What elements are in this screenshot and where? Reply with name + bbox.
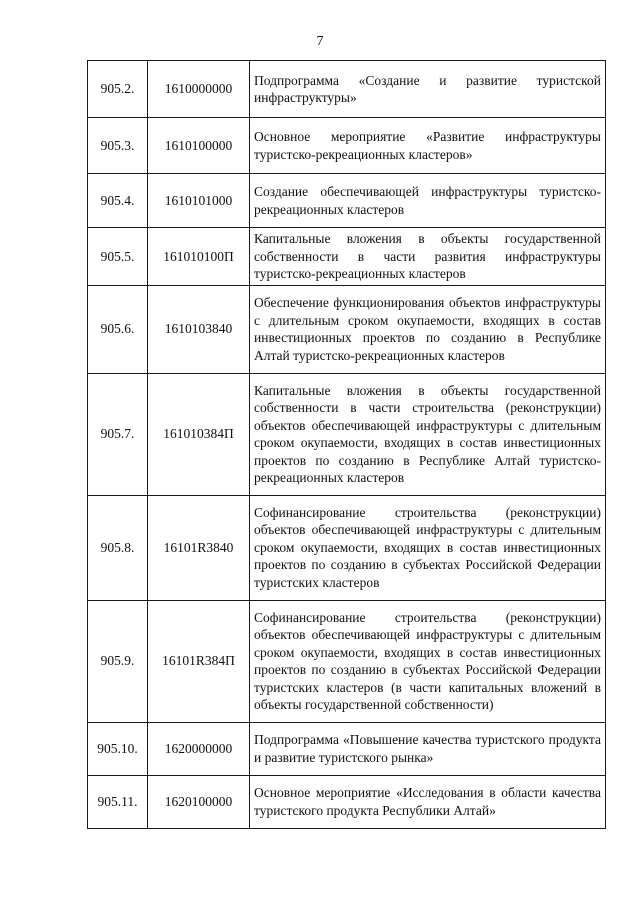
row-code: 1610000000 xyxy=(148,61,250,118)
table-row xyxy=(88,722,606,775)
row-description: Подпрограмма «Повышение качества туристского продукта и развитие туристского рынка» xyxy=(250,722,606,775)
row-code: 161010384П xyxy=(148,373,250,495)
row-description: Основное мероприятие «Развитие инфраструктуры туристско-рекреационных кластеров» xyxy=(250,118,606,174)
table-row xyxy=(88,775,606,828)
row-number: 905.11. xyxy=(88,775,148,828)
table-row xyxy=(88,285,606,373)
row-code: 1620000000 xyxy=(148,722,250,775)
row-code: 1610101000 xyxy=(148,174,250,228)
row-number: 905.2. xyxy=(88,61,148,118)
table-row xyxy=(88,600,606,722)
row-number: 905.9. xyxy=(88,600,148,722)
table-row xyxy=(88,495,606,600)
row-description: Создание обеспечивающей инфраструктуры туристско-рекреационных кластеров xyxy=(250,174,606,228)
row-number: 905.6. xyxy=(88,285,148,373)
row-description: Капитальные вложения в объекты государственной собственности в части строительства (реконструкции) объектов обеспечивающей инфраструктуры с длительным сроком окупаемости, входящих в состав инвестиционных проектов по созданию в Республике Алтай туристско-рекреационных кластеров xyxy=(250,373,606,495)
row-code: 16101R3840 xyxy=(148,495,250,600)
table-row xyxy=(88,174,606,228)
row-code: 1610103840 xyxy=(148,285,250,373)
row-description: Софинансирование строительства (реконструкции) объектов обеспечивающей инфраструктуры с длительным сроком окупаемости, входящих в состав инвестиционных проектов по созданию в субъектах Российской Федерации туристских кластеров xyxy=(250,495,606,600)
row-description: Основное мероприятие «Исследования в области качества туристского продукта Республики Алтай» xyxy=(250,775,606,828)
row-number: 905.3. xyxy=(88,118,148,174)
table-row xyxy=(88,118,606,174)
row-description: Обеспечение функционирования объектов инфраструктуры с длительным сроком окупаемости, входящих в состав инвестиционных проектов по созданию в Республике Алтай туристско-рекреационных кластеров xyxy=(250,285,606,373)
budget-code-table xyxy=(87,60,606,829)
row-number: 905.10. xyxy=(88,722,148,775)
row-code: 16101R384П xyxy=(148,600,250,722)
row-number: 905.4. xyxy=(88,174,148,228)
table-row xyxy=(88,373,606,495)
page-number: 7 xyxy=(316,34,324,49)
row-code: 1610100000 xyxy=(148,118,250,174)
row-description: Софинансирование строительства (реконструкции) объектов обеспечивающей инфраструктуры с длительным сроком окупаемости, входящих в состав инвестиционных проектов по созданию в субъектах Российской Федерации туристских кластеров (в части капитальных вложений в объекты государственной собственности) xyxy=(250,600,606,722)
row-description: Подпрограмма «Создание и развитие туристской инфраструктуры» xyxy=(250,61,606,118)
row-code: 161010100П xyxy=(148,228,250,286)
row-number: 905.8. xyxy=(88,495,148,600)
row-description: Капитальные вложения в объекты государственной собственности в части развития инфраструктуры туристско-рекреационных кластеров xyxy=(250,228,606,286)
table-row xyxy=(88,228,606,286)
row-code: 1620100000 xyxy=(148,775,250,828)
table-row xyxy=(88,61,606,118)
row-number: 905.5. xyxy=(88,228,148,286)
row-number: 905.7. xyxy=(88,373,148,495)
